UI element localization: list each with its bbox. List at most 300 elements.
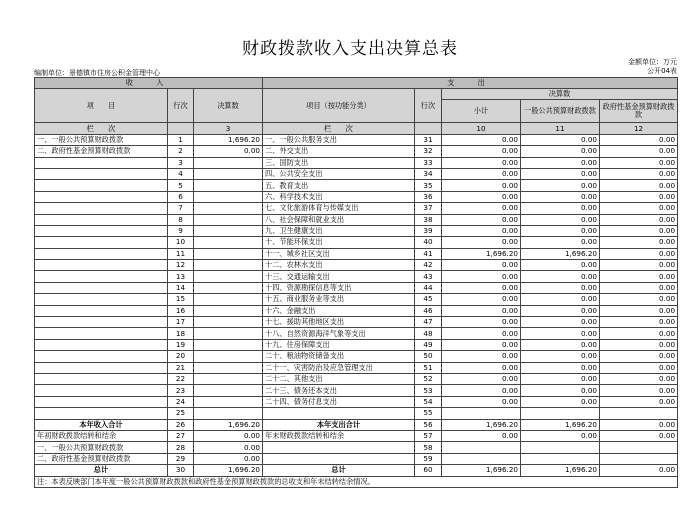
expense-item: 十一、城乡社区支出 — [263, 248, 415, 259]
grand-total-govfund: 0.00 — [600, 465, 678, 476]
expense-gov-fund: 0.00 — [600, 305, 678, 316]
empty-cell — [600, 442, 678, 453]
expense-item: 十、节能环保支出 — [263, 237, 415, 248]
expense-gov-fund: 0.00 — [600, 214, 678, 225]
expense-gov-fund: 0.00 — [600, 294, 678, 305]
table-row — [35, 305, 678, 316]
expense-gov-fund: 0.00 — [600, 146, 678, 157]
expense-subtotal: 0.00 — [442, 294, 521, 305]
income-amount — [194, 328, 263, 339]
income-rowno-header: 行次 — [168, 89, 194, 123]
expense-item-header: 项目（按功能分类） — [263, 89, 415, 123]
expense-gov-fund: 0.00 — [600, 203, 678, 214]
expense-total-subtotal: 1,696.20 — [442, 419, 521, 430]
row-number: 3 — [168, 157, 194, 168]
expense-gov-fund: 0.00 — [600, 237, 678, 248]
income-total-label: 本年收入合计 — [35, 419, 168, 430]
income-item — [35, 385, 168, 396]
expense-item: 九、卫生健康支出 — [263, 225, 415, 236]
income-amount — [194, 385, 263, 396]
table-row — [35, 134, 678, 145]
empty-cell — [521, 442, 600, 453]
expense-subtotal: 0.00 — [442, 351, 521, 362]
row-number: 18 — [168, 328, 194, 339]
row-number: 5 — [168, 180, 194, 191]
table-row — [35, 203, 678, 214]
expense-gov-fund: 0.00 — [600, 260, 678, 271]
income-item — [35, 191, 168, 202]
table-row — [35, 351, 678, 362]
expense-gov-fund: 0.00 — [600, 271, 678, 282]
lanci-empty — [415, 123, 442, 134]
budget-table — [34, 77, 678, 488]
income-amount-header: 决算数 — [194, 89, 263, 123]
row-number: 34 — [415, 168, 442, 179]
table-row — [35, 362, 678, 373]
expense-item: 二十二、其他支出 — [263, 373, 415, 384]
expense-item: 十六、金融支出 — [263, 305, 415, 316]
lanci-empty — [168, 123, 194, 134]
expense-subtotal: 0.00 — [442, 271, 521, 282]
carryover-general-label: 一、一般公共预算财政拨款 — [35, 442, 168, 453]
table-row — [35, 282, 678, 293]
row-number: 53 — [415, 385, 442, 396]
expense-subtotal: 0.00 — [442, 373, 521, 384]
income-amount — [194, 168, 263, 179]
expense-general-budget: 0.00 — [521, 339, 600, 350]
expense-general-budget: 0.00 — [521, 168, 600, 179]
row-number: 16 — [168, 305, 194, 316]
income-amount — [194, 373, 263, 384]
expense-gov-fund: 0.00 — [600, 134, 678, 145]
expense-gov-fund: 0.00 — [600, 362, 678, 373]
grand-total-label-right: 总计 — [263, 465, 415, 476]
expense-item: 四、公共安全支出 — [263, 168, 415, 179]
carryover-govfund-row — [35, 453, 678, 464]
table-row — [35, 294, 678, 305]
expense-general-budget: 0.00 — [521, 328, 600, 339]
row-number: 55 — [415, 408, 442, 419]
income-amount — [194, 351, 263, 362]
expense-item: 十八、自然资源海洋气象等支出 — [263, 328, 415, 339]
income-item — [35, 317, 168, 328]
org-label: 编制单位： — [34, 69, 69, 77]
expense-item: 二十、粮油物资储备支出 — [263, 351, 415, 362]
row-number: 28 — [168, 442, 194, 453]
subtotal-header: 小计 — [442, 100, 521, 123]
end-carryover-label: 年末财政拨款结转和结余 — [263, 430, 415, 441]
expense-subtotal: 0.00 — [442, 328, 521, 339]
row-number: 7 — [168, 203, 194, 214]
end-carryover-subtotal: 0.00 — [442, 430, 521, 441]
row-number: 51 — [415, 362, 442, 373]
income-item — [35, 157, 168, 168]
row-number: 15 — [168, 294, 194, 305]
income-item: 一、一般公共预算财政拨款 — [35, 134, 168, 145]
expense-gov-fund: 0.00 — [600, 180, 678, 191]
income-item-header: 项 目 — [35, 89, 168, 123]
col-number-3: 3 — [194, 123, 263, 134]
expense-subtotal: 1,696.20 — [442, 248, 521, 259]
report-title: 财政拨款收入支出决算总表 — [242, 39, 458, 59]
expense-item: 十七、援助其他地区支出 — [263, 317, 415, 328]
grand-total-subtotal: 1,696.20 — [442, 465, 521, 476]
expense-gov-fund: 0.00 — [600, 168, 678, 179]
expense-item: 八、社会保障和就业支出 — [263, 214, 415, 225]
row-number: 19 — [168, 339, 194, 350]
expense-subtotal: 0.00 — [442, 282, 521, 293]
expense-gov-fund: 0.00 — [600, 328, 678, 339]
empty-cell — [263, 453, 415, 464]
carryover-govfund-value: 0.00 — [194, 453, 263, 464]
expense-gov-fund: 0.00 — [600, 385, 678, 396]
expense-total-label: 本年支出合计 — [263, 419, 415, 430]
income-amount — [194, 305, 263, 316]
expense-general-budget: 0.00 — [521, 396, 600, 407]
expense-gov-fund: 0.00 — [600, 396, 678, 407]
expense-general-budget: 0.00 — [521, 214, 600, 225]
expense-general-budget — [521, 408, 600, 419]
expense-subtotal — [442, 408, 521, 419]
expense-general-budget: 0.00 — [521, 305, 600, 316]
expense-gov-fund: 0.00 — [600, 191, 678, 202]
row-number: 35 — [415, 180, 442, 191]
expense-item: 二十三、债务还本支出 — [263, 385, 415, 396]
income-item — [35, 396, 168, 407]
empty-cell — [600, 453, 678, 464]
income-item — [35, 225, 168, 236]
expense-subtotal: 0.00 — [442, 305, 521, 316]
table-row — [35, 214, 678, 225]
income-amount — [194, 317, 263, 328]
expense-gov-fund: 0.00 — [600, 373, 678, 384]
final-amount-group-header: 决算数 — [442, 89, 678, 100]
expense-gov-fund: 0.00 — [600, 317, 678, 328]
table-row — [35, 248, 678, 259]
row-number: 9 — [168, 225, 194, 236]
table-row — [35, 180, 678, 191]
income-amount — [194, 260, 263, 271]
expense-subtotal: 0.00 — [442, 214, 521, 225]
carryover-general-value: 0.00 — [194, 442, 263, 453]
row-number: 52 — [415, 373, 442, 384]
expense-general-budget: 1,696.20 — [521, 248, 600, 259]
expense-general-budget: 0.00 — [521, 203, 600, 214]
expense-subtotal: 0.00 — [442, 146, 521, 157]
expense-total-govfund: 0.00 — [600, 419, 678, 430]
column-header-row — [35, 89, 678, 100]
empty-cell — [442, 442, 521, 453]
empty-cell — [521, 453, 600, 464]
income-item: 二、政府性基金预算财政拨款 — [35, 146, 168, 157]
table-row — [35, 328, 678, 339]
expense-gov-fund: 0.00 — [600, 248, 678, 259]
expense-subtotal: 0.00 — [442, 180, 521, 191]
expense-general-budget: 0.00 — [521, 385, 600, 396]
income-amount: 0.00 — [194, 146, 263, 157]
note-row — [35, 476, 678, 487]
expense-item: 五、教育支出 — [263, 180, 415, 191]
income-amount — [194, 339, 263, 350]
row-number: 48 — [415, 328, 442, 339]
income-item — [35, 351, 168, 362]
carryover-row — [35, 430, 678, 441]
expense-subtotal: 0.00 — [442, 134, 521, 145]
income-item — [35, 305, 168, 316]
table-code: 公开04表 — [647, 67, 677, 75]
income-amount: 1,696.20 — [194, 134, 263, 145]
col-number-10: 10 — [442, 123, 521, 134]
empty-cell — [263, 442, 415, 453]
expense-item: 十四、资源勘探信息等支出 — [263, 282, 415, 293]
row-number: 58 — [415, 442, 442, 453]
income-item — [35, 328, 168, 339]
row-number: 49 — [415, 339, 442, 350]
income-amount — [194, 191, 263, 202]
expense-subtotal: 0.00 — [442, 260, 521, 271]
expense-general-budget: 0.00 — [521, 373, 600, 384]
income-amount — [194, 157, 263, 168]
expense-item — [263, 408, 415, 419]
expense-gov-fund: 0.00 — [600, 225, 678, 236]
expense-gov-fund: 0.00 — [600, 157, 678, 168]
end-carryover-general: 0.00 — [521, 430, 600, 441]
row-number: 36 — [415, 191, 442, 202]
table-row — [35, 408, 678, 419]
row-number: 38 — [415, 214, 442, 225]
row-number: 14 — [168, 282, 194, 293]
grand-total-general: 1,696.20 — [521, 465, 600, 476]
expense-rowno-header: 行次 — [415, 89, 442, 123]
column-number-row — [35, 123, 678, 134]
income-item — [35, 271, 168, 282]
expense-general-budget: 0.00 — [521, 134, 600, 145]
row-number: 17 — [168, 317, 194, 328]
table-row — [35, 157, 678, 168]
end-carryover-govfund: 0.00 — [600, 430, 678, 441]
expense-subtotal: 0.00 — [442, 191, 521, 202]
row-number: 43 — [415, 271, 442, 282]
income-amount — [194, 396, 263, 407]
col-number-11: 11 — [521, 123, 600, 134]
lanci-label-left: 栏 次 — [35, 123, 168, 134]
row-number: 27 — [168, 430, 194, 441]
row-number: 31 — [415, 134, 442, 145]
expense-general-budget: 0.00 — [521, 317, 600, 328]
expense-subtotal: 0.00 — [442, 157, 521, 168]
row-number: 47 — [415, 317, 442, 328]
expense-gov-fund: 0.00 — [600, 282, 678, 293]
expense-general-budget: 0.00 — [521, 146, 600, 157]
table-row — [35, 396, 678, 407]
income-amount — [194, 248, 263, 259]
lanci-label-right: 栏 次 — [263, 123, 415, 134]
expense-general-budget: 0.00 — [521, 157, 600, 168]
income-item — [35, 339, 168, 350]
income-amount — [194, 225, 263, 236]
expense-item: 二十四、债务付息支出 — [263, 396, 415, 407]
row-number: 33 — [415, 157, 442, 168]
row-number: 22 — [168, 373, 194, 384]
expense-item: 二十一、灾害防治及应急管理支出 — [263, 362, 415, 373]
row-number: 6 — [168, 191, 194, 202]
income-total-value: 1,696.20 — [194, 419, 263, 430]
row-number: 45 — [415, 294, 442, 305]
income-amount — [194, 362, 263, 373]
income-amount — [194, 294, 263, 305]
income-item — [35, 362, 168, 373]
table-row — [35, 260, 678, 271]
expense-subtotal: 0.00 — [442, 168, 521, 179]
income-item — [35, 237, 168, 248]
org-name: 景德镇市住房公积金管理中心 — [69, 69, 160, 77]
expense-subtotal: 0.00 — [442, 203, 521, 214]
table-row — [35, 373, 678, 384]
income-amount — [194, 203, 263, 214]
table-row — [35, 146, 678, 157]
annual-total-row — [35, 419, 678, 430]
section-header-row — [35, 78, 678, 89]
expense-gov-fund: 0.00 — [600, 339, 678, 350]
expense-subtotal: 0.00 — [442, 362, 521, 373]
carryover-general-row — [35, 442, 678, 453]
row-number: 1 — [168, 134, 194, 145]
row-number: 21 — [168, 362, 194, 373]
row-number: 56 — [415, 419, 442, 430]
income-section-header: 收 入 — [35, 78, 263, 89]
row-number: 29 — [168, 453, 194, 464]
row-number: 54 — [415, 396, 442, 407]
expense-total-general: 1,696.20 — [521, 419, 600, 430]
row-number: 59 — [415, 453, 442, 464]
col-number-12: 12 — [600, 123, 678, 134]
income-item — [35, 294, 168, 305]
amount-unit: 金额单位：万元 — [628, 58, 677, 66]
expense-item: 三、国防支出 — [263, 157, 415, 168]
expense-subtotal: 0.00 — [442, 385, 521, 396]
income-item — [35, 214, 168, 225]
expense-general-budget: 0.00 — [521, 351, 600, 362]
expense-subtotal: 0.00 — [442, 396, 521, 407]
expense-general-budget: 0.00 — [521, 282, 600, 293]
general-budget-header: 一般公共预算财政拨款 — [521, 100, 600, 123]
expense-item: 十五、商业服务业等支出 — [263, 294, 415, 305]
expense-item: 六、科学技术支出 — [263, 191, 415, 202]
table-row — [35, 237, 678, 248]
income-item — [35, 408, 168, 419]
row-number: 4 — [168, 168, 194, 179]
row-number: 46 — [415, 305, 442, 316]
expense-item: 一、一般公共服务支出 — [263, 134, 415, 145]
row-number: 30 — [168, 465, 194, 476]
expense-subtotal: 0.00 — [442, 317, 521, 328]
begin-carryover-label: 年初财政拨款结转和结余 — [35, 430, 168, 441]
income-item — [35, 168, 168, 179]
table-row — [35, 168, 678, 179]
gov-fund-header: 政府性基金预算财政拨款 — [600, 100, 678, 123]
row-number: 39 — [415, 225, 442, 236]
row-number: 10 — [168, 237, 194, 248]
row-number: 37 — [415, 203, 442, 214]
unit-info — [628, 58, 677, 76]
expense-item: 十三、交通运输支出 — [263, 271, 415, 282]
grand-total-label: 总计 — [35, 465, 168, 476]
income-amount — [194, 271, 263, 282]
table-row — [35, 191, 678, 202]
expense-item: 十二、农林水支出 — [263, 260, 415, 271]
table-row — [35, 317, 678, 328]
row-number: 25 — [168, 408, 194, 419]
income-amount — [194, 214, 263, 225]
expense-general-budget: 0.00 — [521, 180, 600, 191]
expense-section-header: 支 出 — [263, 78, 678, 89]
income-amount — [194, 180, 263, 191]
row-number: 2 — [168, 146, 194, 157]
row-number: 26 — [168, 419, 194, 430]
income-item — [35, 260, 168, 271]
expense-general-budget: 0.00 — [521, 225, 600, 236]
empty-cell — [442, 453, 521, 464]
expense-gov-fund: 0.00 — [600, 351, 678, 362]
row-number: 24 — [168, 396, 194, 407]
row-number: 40 — [415, 237, 442, 248]
row-number: 20 — [168, 351, 194, 362]
expense-subtotal: 0.00 — [442, 237, 521, 248]
expense-general-budget: 0.00 — [521, 191, 600, 202]
row-number: 11 — [168, 248, 194, 259]
expense-general-budget: 0.00 — [521, 237, 600, 248]
table-row — [35, 271, 678, 282]
row-number: 41 — [415, 248, 442, 259]
table-row — [35, 385, 678, 396]
row-number: 44 — [415, 282, 442, 293]
row-number: 42 — [415, 260, 442, 271]
income-item — [35, 180, 168, 191]
income-item — [35, 373, 168, 384]
expense-item: 七、文化旅游体育与传媒支出 — [263, 203, 415, 214]
expense-general-budget: 0.00 — [521, 294, 600, 305]
row-number: 8 — [168, 214, 194, 225]
table-row — [35, 339, 678, 350]
row-number: 23 — [168, 385, 194, 396]
grand-total-income: 1,696.20 — [194, 465, 263, 476]
expense-item: 十九、住房保障支出 — [263, 339, 415, 350]
grand-total-row — [35, 465, 678, 476]
income-item — [35, 203, 168, 214]
table-row — [35, 225, 678, 236]
row-number: 32 — [415, 146, 442, 157]
row-number: 57 — [415, 430, 442, 441]
expense-subtotal: 0.00 — [442, 225, 521, 236]
table-note: 注：本表反映部门本年度一般公共预算财政拨款和政府性基金预算财政拨款的总收支和年末结转结余情况。 — [35, 476, 678, 487]
expense-subtotal: 0.00 — [442, 339, 521, 350]
income-amount — [194, 237, 263, 248]
expense-general-budget: 0.00 — [521, 271, 600, 282]
row-number: 60 — [415, 465, 442, 476]
row-number: 12 — [168, 260, 194, 271]
carryover-govfund-label: 二、政府性基金预算财政拨款 — [35, 453, 168, 464]
expense-general-budget: 0.00 — [521, 362, 600, 373]
expense-gov-fund — [600, 408, 678, 419]
income-amount — [194, 408, 263, 419]
income-item — [35, 248, 168, 259]
expense-item: 二、外交支出 — [263, 146, 415, 157]
row-number: 50 — [415, 351, 442, 362]
row-number: 13 — [168, 271, 194, 282]
expense-general-budget: 0.00 — [521, 260, 600, 271]
income-amount — [194, 282, 263, 293]
income-item — [35, 282, 168, 293]
